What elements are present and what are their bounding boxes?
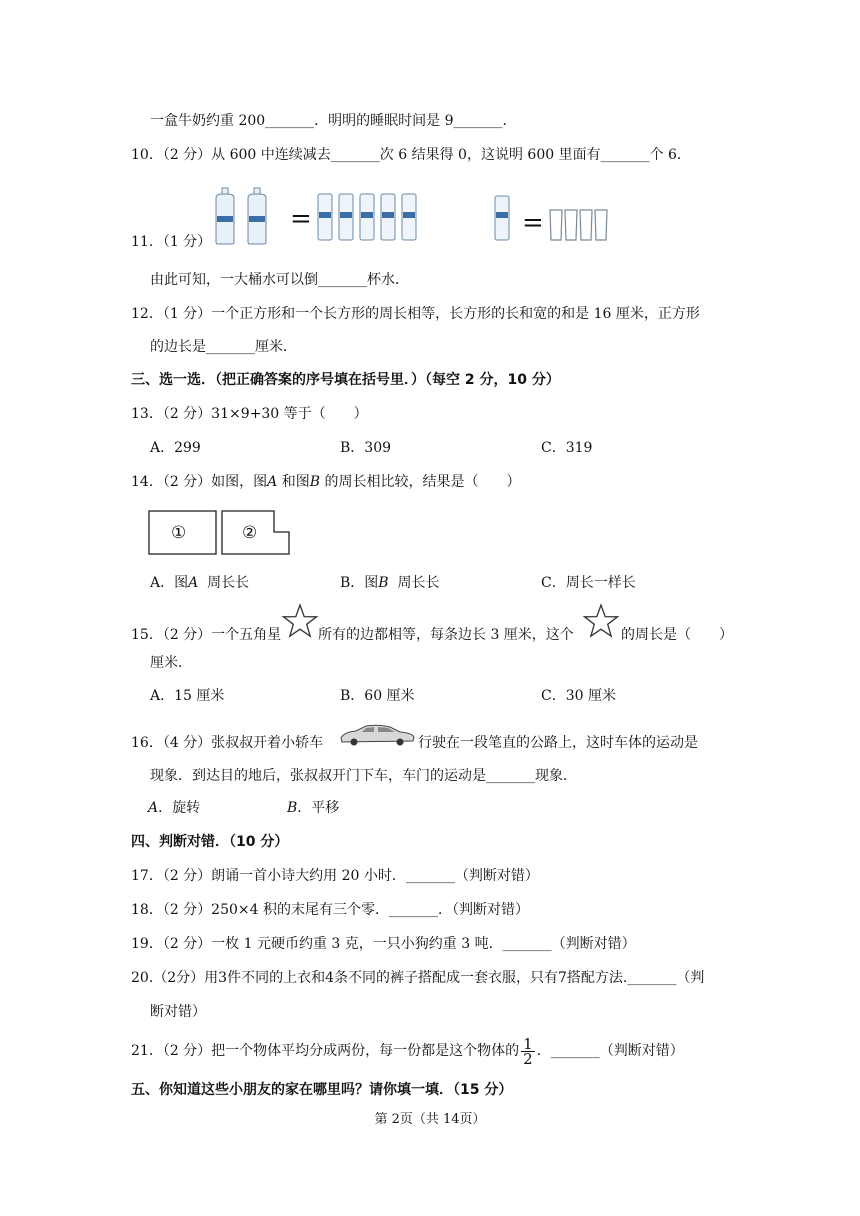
q16-part1: 16．（4 分）张叔叔开着小轿车	[131, 735, 324, 751]
section-5-heading: 五、你知道这些小朋友的家在哪里吗？请你填一填．（15 分）	[131, 1082, 513, 1098]
cups-image	[548, 208, 610, 242]
q15-option-b: B．60 厘米	[340, 688, 415, 704]
q15-option-a: A．15 厘米	[150, 688, 225, 704]
q14-option-a: A．图A 周长长	[150, 575, 250, 591]
q15-part3: 的周长是（ ）	[621, 627, 733, 643]
q13-option-b: B．309	[340, 440, 392, 456]
section-4-heading: 四、判断对错．（10 分）	[131, 834, 289, 850]
q15-part2: 所有的边都相等，每条边长 3 厘米，这个	[318, 627, 574, 643]
star-outline-icon	[583, 603, 619, 639]
q15-part1: 15．（2 分）一个五角星	[131, 627, 282, 643]
q13-stem: 13．（2 分）31×9+30 等于（ ）	[131, 406, 368, 422]
small-water-bottles-image	[314, 192, 420, 242]
q16-option-b: B．平移	[287, 800, 340, 816]
q14-figure-1-label: ①	[171, 523, 187, 543]
single-bottle-image	[492, 194, 512, 242]
q14-stem: 14．（2 分）如图，图A 和图B 的周长相比较，结果是（ ）	[131, 474, 521, 490]
q16-part2: 行驶在一段笔直的公路上，这时车体的运动是	[418, 735, 698, 751]
q11-number: 11．（1 分）	[131, 234, 212, 250]
page-footer: 第 2页（共 14页）	[374, 1112, 486, 1127]
q13-option-a: A．299	[150, 440, 201, 456]
q14-figure	[148, 510, 292, 556]
q19: 19．（2 分）一枚 1 元硬币约重 3 克，一只小狗约重 3 吨．_______（判断对错）	[131, 936, 636, 952]
q20-line1: 20.（2分）用3件不同的上衣和4条不同的裤子搭配成一套衣服，只有7搭配方法._______（判	[131, 970, 705, 986]
star-outline-icon	[282, 603, 318, 639]
q20-line2: 断对错）	[150, 1004, 206, 1020]
car-image	[338, 722, 416, 748]
q11-line2: 由此可知，一大桶水可以倒_______杯水．	[150, 272, 409, 288]
q16-option-a: A．旋转	[148, 800, 201, 816]
equals-sign-2: =	[522, 208, 544, 238]
q13-option-c: C．319	[541, 440, 593, 456]
q14-option-c: C．周长一样长	[541, 575, 636, 591]
q10: 10．（2 分）从 600 中连续减去_______次 6 结果得 0，这说明 600 里面有_______个 6．	[131, 147, 691, 163]
q17: 17．（2 分）朗诵一首小诗大约用 20 小时．_______（判断对错）	[131, 868, 539, 884]
q21: 21．（2 分）把一个物体平均分成两份，每一份都是这个物体的 $\frac{1}{2}$ ．_______（判断对错）	[131, 1034, 684, 1068]
fraction-one-half: $\frac{1}{2}$	[523, 1034, 533, 1068]
big-water-bottles-image	[210, 186, 276, 246]
equals-sign-1: =	[290, 204, 312, 234]
q15-line2: 厘米．	[150, 655, 192, 671]
section-3-heading: 三、选一选．（把正确答案的序号填在括号里．）（每空 2 分，10 分）	[131, 372, 560, 388]
q12-line2: 的边长是_______厘米．	[150, 339, 297, 355]
q9-tail: 一盒牛奶约重 200_______．明明的睡眠时间是 9_______．	[150, 113, 517, 129]
q14-figure-2-label: ②	[242, 523, 258, 543]
q18: 18．（2 分）250×4 积的末尾有三个零．_______．（判断对错）	[131, 902, 529, 918]
q15-option-c: C．30 厘米	[541, 688, 616, 704]
q14-option-b: B．图B 周长长	[340, 575, 440, 591]
q12-line1: 12．（1 分）一个正方形和一个长方形的周长相等，长方形的长和宽的和是 16 厘米，正方形	[131, 306, 700, 322]
q16-line2: 现象．到达目的地后，张叔叔开门下车，车门的运动是_______现象．	[150, 768, 577, 784]
